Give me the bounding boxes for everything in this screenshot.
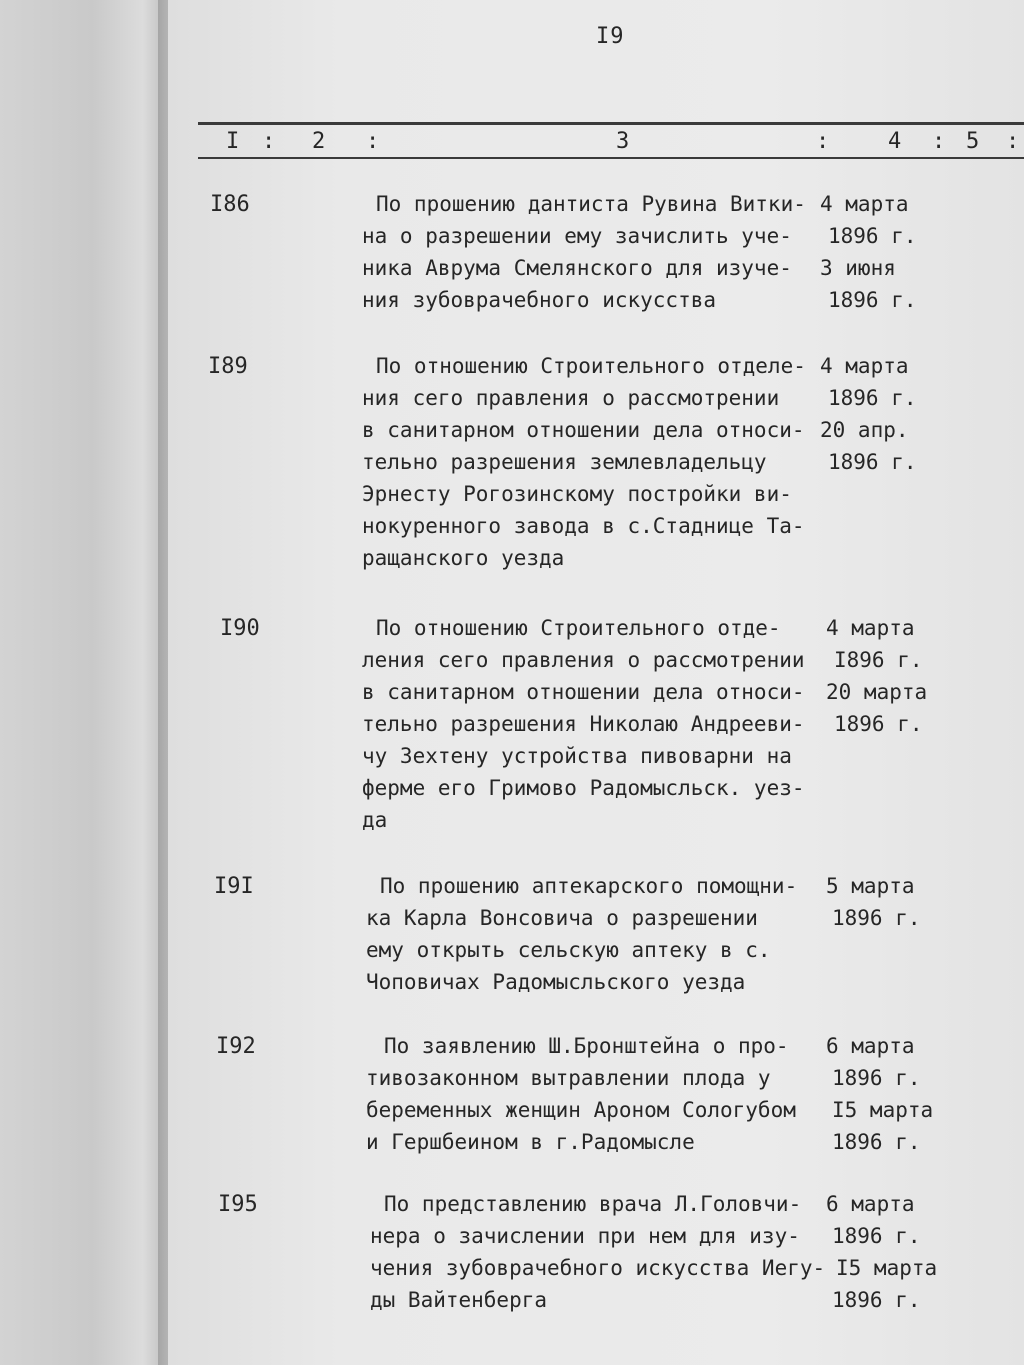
entry-number: I92 <box>216 1034 256 1059</box>
entry-number: I90 <box>220 616 260 641</box>
entry-line: тивозаконном вытравлении плода у <box>366 1066 771 1090</box>
entry-date: I5 марта <box>832 1098 934 1122</box>
entry-date: 6 марта <box>826 1034 915 1058</box>
entry-date: 1896 г. <box>834 712 923 736</box>
entry-dates <box>826 1188 937 1316</box>
entry-line: По отношению Строительного отделе- <box>376 354 806 378</box>
entry-date: 4 марта <box>820 354 909 378</box>
entry-description <box>370 1188 825 1316</box>
header-separator: : <box>816 129 830 154</box>
entry-date: 5 марта <box>826 874 915 898</box>
entry-dates <box>826 870 921 934</box>
entry-line: ка Карла Вонсовича о разрешении <box>366 906 758 930</box>
entry-line: Чоповичах Радомысльского уезда <box>366 970 746 994</box>
entry-date: 20 апр. <box>820 418 909 442</box>
entry-date: 1896 г. <box>832 1130 921 1154</box>
entry-line: нера о зачислении при нем для изу- <box>370 1224 800 1248</box>
entry-line: ления сего правления о рассмотрении <box>362 648 805 672</box>
entry-line: на о разрешении ему зачислить уче- <box>362 224 792 248</box>
header-col-2: 2 <box>312 129 326 154</box>
entry-line: тельно разрешения землевладельцу <box>362 450 767 474</box>
entry-date: 4 марта <box>826 616 915 640</box>
header-col-5: 5 <box>966 129 980 154</box>
previous-page-edge <box>0 0 168 1365</box>
entry-dates <box>826 612 927 740</box>
entry-line: По заявлению Ш.Бронштейна о про- <box>384 1034 789 1058</box>
page-number: I9 <box>596 24 625 49</box>
entry-description <box>362 350 806 574</box>
header-separator: : <box>932 129 946 154</box>
entry-line: ращанского уезда <box>362 546 565 570</box>
entry-date: 1896 г. <box>832 1288 921 1312</box>
entry-description <box>366 1030 796 1158</box>
entry-date: 1896 г. <box>832 1224 921 1248</box>
entry-line: Эрнесту Рогозинскому постройки ви- <box>362 482 792 506</box>
entry-date: 6 марта <box>826 1192 915 1216</box>
entry-number: I86 <box>210 192 250 217</box>
entry-date: 1896 г. <box>828 386 917 410</box>
entry-date: 3 июня <box>820 256 896 280</box>
entry-line: По прошению аптекарского помощни- <box>380 874 798 898</box>
entry-line: нокуренного завода в с.Стаднице Та- <box>362 514 805 538</box>
entry-date: 4 марта <box>820 192 909 216</box>
entry-line: беременных женщин Ароном Сологубом <box>366 1098 796 1122</box>
entry-line: ферме его Гримово Радомысльск. уез- <box>362 776 805 800</box>
entry-line: да <box>362 808 388 832</box>
entry-description <box>362 188 806 316</box>
entry-date: 1896 г. <box>832 1066 921 1090</box>
entry-description <box>362 612 805 836</box>
table-header-top-rule <box>198 122 1024 125</box>
entry-number: I9I <box>214 874 254 899</box>
entry-line: в санитарном отношении дела относи- <box>362 680 805 704</box>
entry-line: тельно разрешения Николаю Андрееви- <box>362 712 805 736</box>
entry-line: ды Вайтенберга <box>370 1288 548 1312</box>
entry-line: и Гершбеином в г.Радомысле <box>366 1130 695 1154</box>
header-separator: : <box>1006 129 1020 154</box>
entry-description <box>366 870 797 998</box>
entry-date: 1896 г. <box>828 450 917 474</box>
entry-line: По представлению врача Л.Головчи- <box>384 1192 802 1216</box>
entry-date: 1896 г. <box>832 906 921 930</box>
entry-date: 1896 г. <box>828 224 917 248</box>
entry-line: в санитарном отношении дела относи- <box>362 418 805 442</box>
header-separator: : <box>262 129 276 154</box>
entry-line: ему открыть сельскую аптеку в с. <box>366 938 771 962</box>
entry-date: I5 марта <box>836 1256 938 1280</box>
entry-line: По отношению Строительного отде- <box>376 616 781 640</box>
entry-date: 1896 г. <box>828 288 917 312</box>
entry-dates <box>820 350 917 478</box>
entry-line: чения зубоврачебного искусства Иегу- <box>370 1256 826 1280</box>
entry-number: I89 <box>208 354 248 379</box>
entry-date: 20 марта <box>826 680 928 704</box>
header-col-3: 3 <box>616 129 630 154</box>
entry-line: ния зубоврачебного искусства <box>362 288 717 312</box>
entry-dates <box>826 1030 933 1158</box>
header-separator: : <box>366 129 380 154</box>
entry-line: По прошению дантиста Рувина Витки- <box>376 192 806 216</box>
entry-line: ника Аврума Смелянского для изуче- <box>362 256 792 280</box>
entry-dates <box>820 188 917 316</box>
header-col-4: 4 <box>888 129 902 154</box>
entry-date: I896 г. <box>834 648 923 672</box>
entry-line: ния сего правления о рассмотрении <box>362 386 780 410</box>
entry-number: I95 <box>218 1192 258 1217</box>
table-header-bottom-rule <box>198 157 1024 159</box>
entry-line: чу Зехтену устройства пивоварни на <box>362 744 792 768</box>
header-col-1: I <box>226 129 240 154</box>
